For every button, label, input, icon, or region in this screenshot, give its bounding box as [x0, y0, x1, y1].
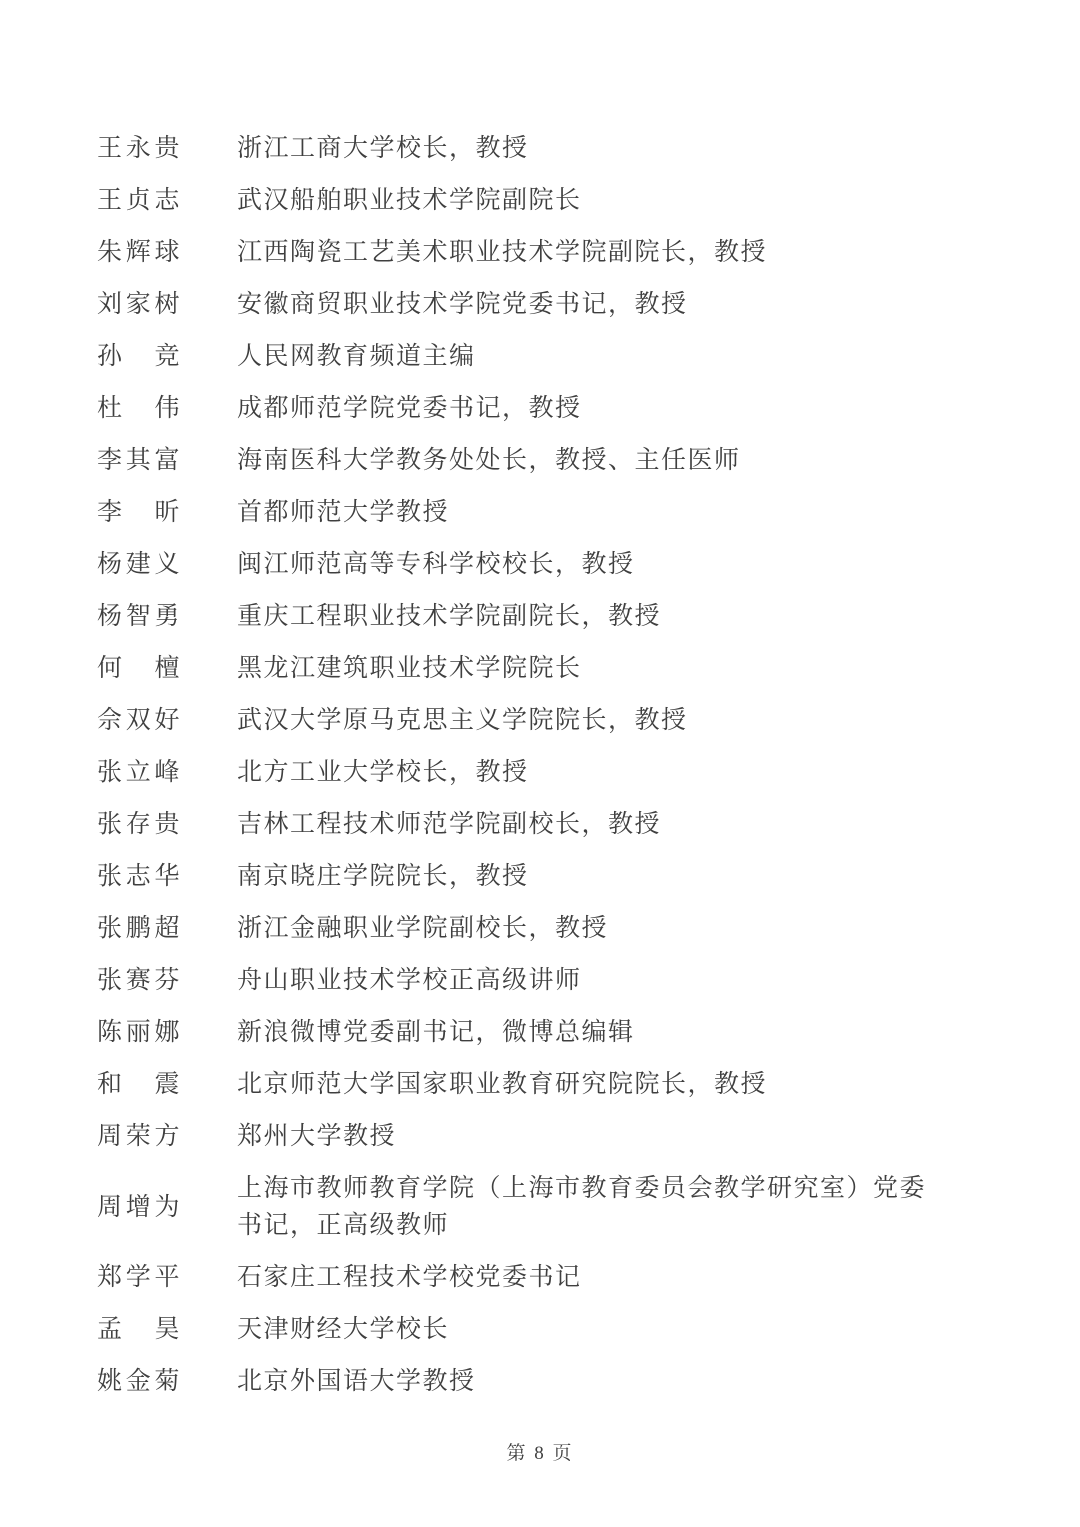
person-name: 杜 伟 [97, 395, 181, 422]
person-title: 海南医科大学教务处处长，教授、主任医师 [237, 447, 741, 474]
person-title: 江西陶瓷工艺美术职业技术学院副院长，教授 [237, 239, 768, 266]
list-item [97, 1170, 1040, 1244]
list-item [97, 1118, 1040, 1155]
list-item [97, 182, 1040, 219]
person-name: 张赛芬 [97, 967, 181, 994]
person-title: 舟山职业技术学校正高级讲师 [237, 967, 582, 994]
list-item [97, 1363, 1040, 1400]
list-item [97, 1014, 1040, 1051]
list-item [97, 130, 1040, 167]
person-title: 人民网教育频道主编 [237, 343, 476, 370]
person-title: 石家庄工程技术学校党委书记 [237, 1264, 582, 1291]
person-name: 张志华 [97, 863, 181, 890]
list-item [97, 286, 1040, 323]
person-title: 武汉大学原马克思主义学院院长，教授 [237, 707, 688, 734]
person-name: 王永贵 [97, 135, 181, 162]
person-name: 周荣方 [97, 1123, 181, 1150]
list-item [97, 910, 1040, 947]
person-name: 张立峰 [97, 759, 181, 786]
person-title: 武汉船舶职业技术学院副院长 [237, 187, 582, 214]
list-item [97, 234, 1040, 271]
person-name: 杨智勇 [97, 603, 181, 630]
person-name: 何 檀 [97, 655, 181, 682]
person-name: 周增为 [97, 1193, 181, 1221]
person-title: 黑龙江建筑职业技术学院院长 [237, 655, 582, 682]
person-title: 上海市教师教育学院（上海市教育委员会教学研究室）党委书记，正高级教师 [237, 1175, 927, 1239]
person-name: 孟 昊 [97, 1316, 181, 1343]
person-name: 张鹏超 [97, 915, 181, 942]
person-title: 郑州大学教授 [237, 1123, 397, 1150]
list-item [97, 962, 1040, 999]
person-name: 朱辉球 [97, 239, 181, 266]
person-name: 佘双好 [97, 707, 181, 734]
person-title: 北方工业大学校长，教授 [237, 759, 529, 786]
list-item [97, 1311, 1040, 1348]
person-title: 闽江师范高等专科学校校长，教授 [237, 551, 635, 578]
page-number: 第 8 页 [506, 1443, 574, 1464]
list-item [97, 494, 1040, 531]
list-item [97, 338, 1040, 375]
page-footer [0, 1438, 1080, 1465]
person-title: 吉林工程技术师范学院副校长，教授 [237, 811, 662, 838]
list-item [97, 806, 1040, 843]
list-item [97, 390, 1040, 427]
list-item [97, 754, 1040, 791]
person-name: 陈丽娜 [97, 1019, 181, 1046]
person-name: 姚金菊 [97, 1368, 181, 1395]
person-title: 浙江工商大学校长，教授 [237, 135, 529, 162]
person-title: 首都师范大学教授 [237, 499, 450, 526]
list-item [97, 546, 1040, 583]
person-title: 新浪微博党委副书记，微博总编辑 [237, 1019, 635, 1046]
person-name: 杨建义 [97, 551, 181, 578]
person-title: 重庆工程职业技术学院副院长，教授 [237, 603, 662, 630]
list-item [97, 442, 1040, 479]
person-title: 成都师范学院党委书记，教授 [237, 395, 582, 422]
person-name: 和 震 [97, 1071, 181, 1098]
list-item [97, 1066, 1040, 1103]
list-item [97, 858, 1040, 895]
list-item [97, 650, 1040, 687]
person-name: 李 昕 [97, 499, 181, 526]
name-title-list [97, 130, 1040, 1415]
person-name: 刘家树 [97, 291, 181, 318]
person-title: 安徽商贸职业技术学院党委书记，教授 [237, 291, 688, 318]
list-item [97, 702, 1040, 739]
person-name: 郑学平 [97, 1264, 181, 1291]
person-title: 南京晓庄学院院长，教授 [237, 863, 529, 890]
person-title: 浙江金融职业学院副校长，教授 [237, 915, 609, 942]
list-item [97, 1259, 1040, 1296]
list-item [97, 598, 1040, 635]
person-title: 天津财经大学校长 [237, 1316, 450, 1343]
person-name: 孙 竞 [97, 343, 181, 370]
person-name: 张存贵 [97, 811, 181, 838]
person-name: 王贞志 [97, 187, 181, 214]
person-title: 北京外国语大学教授 [237, 1368, 476, 1395]
person-name: 李其富 [97, 447, 181, 474]
person-title: 北京师范大学国家职业教育研究院院长，教授 [237, 1071, 768, 1098]
